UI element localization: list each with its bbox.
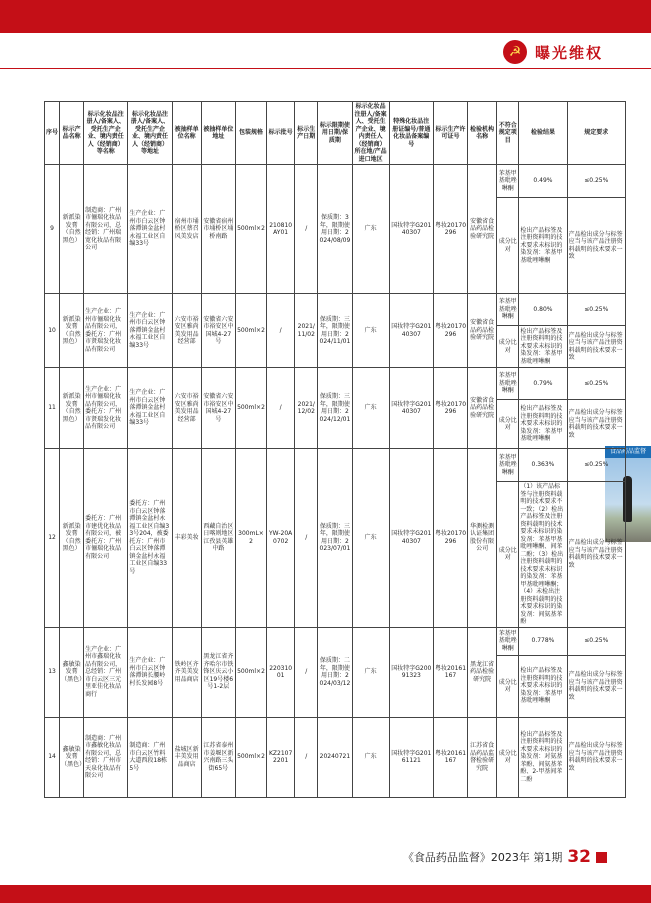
column-title: 曝光维权 [534, 43, 603, 62]
table-cell-prod-date: 2021/12/02 [295, 368, 318, 449]
table-cell-item1: 苯基甲基吡唑啉酮 [497, 165, 519, 198]
table-row [45, 165, 626, 198]
table-cell-req2: 产品检出成分与标签应当与该产品注册资料载明的技术要求一致 [567, 198, 625, 294]
table-cell-sampled-addr: 安徽省六安市裕安区中国城4-27号 [201, 294, 235, 368]
table-cell-req1: ≤0.25% [567, 449, 625, 482]
table-cell-lab: 江苏省食品药品监督检验研究院 [468, 717, 497, 797]
table-cell-name: 新派染发膏（自然黑色） [60, 449, 84, 628]
table-cell-result2: 检出产品标签及注册资料明的技术要求未标识的染发剂：苯基甲基吡唑啉酮 [519, 326, 567, 368]
table-cell-no: 10 [45, 294, 60, 368]
table-cell-lab: 安徽省食品药品检验研究院 [468, 165, 497, 294]
header-cell: 不符合规定项目 [497, 102, 519, 165]
table-cell-company: 生产企业：广州市俪瑞化妆品有限公司，委托方：广州市贤瑞发化妆品有限公司 [84, 368, 128, 449]
table-cell-no: 12 [45, 449, 60, 628]
column-header [503, 40, 603, 64]
table-cell-req2: 产品检出成分与标签应当与该产品注册资料载明的技术要求一致 [567, 655, 625, 717]
publication-name: 《食品药品监督》2023年 第1期 [402, 851, 563, 864]
table-cell-company: 生产企业：广州市鑫瑞化妆品有限公司，总经销：广州市白云区三元里亚佳化妆品商行 [84, 627, 128, 717]
table-cell-batch: KZ21072201 [267, 717, 295, 797]
table-cell-item1: 苯基甲基吡唑啉酮 [497, 294, 519, 326]
table-header-row [45, 102, 626, 165]
header-cell: 标示批号 [267, 102, 295, 165]
inspection-table [44, 101, 626, 798]
bottom-color-bar [0, 885, 651, 903]
table-cell-sampled-addr: 江苏省泰州市姜堰区新兴南路三头街65号 [201, 717, 235, 797]
table-cell-region: 广东 [352, 165, 389, 294]
table-cell-result1: 0.778% [519, 627, 567, 655]
table-cell-license: 粤妆20170296 [433, 294, 467, 368]
table-cell-name: 鑫敏染发膏（黑色） [60, 717, 84, 797]
table-cell-req2: 产品检出成分与标签应当与该产品注册资料载明的技术要求一致 [567, 482, 625, 628]
table-cell-item2: 成分比对 [497, 717, 519, 797]
table-cell-batch: YW-20A0702 [267, 449, 295, 628]
table-cell-item2: 成分比对 [497, 655, 519, 717]
table-cell-sampled-unit: 盐城区新丰美发用品商店 [172, 717, 201, 797]
table-cell-reg-no: 国妆特字G20140307 [389, 368, 433, 449]
table-cell-sampled-addr: 安徽省宿州市埇桥区埇桥南路 [201, 165, 235, 294]
table-cell-expiry: 保质期：3年，限期使用日期：2024/08/09 [318, 165, 352, 294]
table-cell-lab: 黑龙江省药品检验研究院 [468, 627, 497, 717]
table-cell-result1: 0.363% [519, 449, 567, 482]
table-cell-name: 新派染发膏（自然黑色） [60, 368, 84, 449]
table-cell-spec: 300mL×2 [235, 449, 266, 628]
table-cell-no: 9 [45, 165, 60, 294]
table-row [45, 627, 626, 655]
header-cell: 标示化妆品注册人/备案人、受托生产企业、境内责任人（经销商）等名称 [84, 102, 128, 165]
table-cell-reg-no: 国妆特字G20140307 [389, 449, 433, 628]
table-cell-company: 制造商：广州市俪瑞化妆品有限公司，总经销：广州瑞宽化妆品有限公司 [84, 165, 128, 294]
header-cell: 标示化妆品注册人/备案人、受托生产企业、境内责任人（经销商）等地址 [128, 102, 172, 165]
table-cell-address: 生产企业：广州市白云区钟落潭镇长腰岭村长发园8号 [128, 627, 172, 717]
table-cell-address: 生产企业：广州市白云区钟落潭镇金盆村永福工业区自编33号 [128, 165, 172, 294]
table-cell-sampled-unit: 六安市裕安区雅尚美发用品经营部 [172, 368, 201, 449]
table-cell-expiry: 保质期：三年，限期使用日期：2023/07/01 [318, 449, 352, 628]
table-cell-sampled-unit: 丰彩美妆 [172, 449, 201, 628]
table-cell-company: 制造商：广州市鑫敏化妆品有限公司，总经销：广州市天泉化妆品有限公司 [84, 717, 128, 797]
footer-square-mark [596, 852, 607, 863]
party-emblem-icon: ☭ [503, 40, 527, 64]
header-cell: 包装规格 [235, 102, 266, 165]
table-cell-reg-no: 国妆特字G20140307 [389, 294, 433, 368]
table-cell-item2: 成分比对 [497, 400, 519, 449]
table-cell-address: 委托方：广州市白云区钟落潭镇金盆村永福工业区自编33号204，被委托方：广州市白云区钟落潭镇金盆村永福工业区自编33号 [128, 449, 172, 628]
table-cell-spec: 500ml×2 [235, 717, 266, 797]
table-cell-result2: 检出产品标签及注册资料明的技术要求未标识的染发剂：对氨基苯酚、间氨基苯酚、2-甲基间苯二酚 [519, 717, 567, 797]
table-cell-address: 生产企业：广州市白云区钟落潭镇金盆村永福工业区自编33号 [128, 294, 172, 368]
table-cell-region: 广东 [352, 717, 389, 797]
table-cell-lab: 安徽省食品药品检验研究院 [468, 368, 497, 449]
header-cell: 规定要求 [567, 102, 625, 165]
table-cell-item2: 成分比对 [497, 482, 519, 628]
table-cell-region: 广东 [352, 449, 389, 628]
page-footer [403, 847, 607, 867]
table-cell-reg-no: 国妆特字G20140307 [389, 165, 433, 294]
table-cell-item2: 成分比对 [497, 198, 519, 294]
table-row [45, 368, 626, 400]
table-cell-lab: 华测检测认证集团股份有限公司 [468, 449, 497, 628]
table-cell-reg-no: 国妆特字G20161121 [389, 717, 433, 797]
table-cell-expiry: 保质期：二年，限期使用日期：2024/03/12 [318, 627, 352, 717]
table-row [45, 449, 626, 482]
table-cell-name: 新派染发膏（自然黑色） [60, 294, 84, 368]
table-cell-company: 生产企业：广州市俪瑞化妆品有限公司，委托方：广州市贤瑞发化妆品有限公司 [84, 294, 128, 368]
table-cell-spec: 500ml×2 [235, 294, 266, 368]
table-cell-region: 广东 [352, 627, 389, 717]
table-cell-item1: 苯基甲基吡唑啉酮 [497, 627, 519, 655]
table-cell-license: 粤妆20170296 [433, 449, 467, 628]
table-cell-batch: / [267, 368, 295, 449]
table-cell-result2: （1）该产品标签与注册资料载明的技术要求不一致；（2）检出产品标签及注册资料载明的技术要求未标识的染发剂：苯基甲基吡唑啉酮、间苯二酚；（3）检出注册资料载明的技术要求未标识的染发剂：苯基甲基吡唑啉酮；（4）未检出注册资料载明的技术要求标识的染发剂：间氨基苯酚 [519, 482, 567, 628]
table-cell-expiry: 20240721 [318, 717, 352, 797]
table-cell-result2: 检出产品标签及注册资料明的技术要求未标识的染发剂：苯基甲基吡唑啉酮 [519, 198, 567, 294]
table-cell-item2: 成分比对 [497, 326, 519, 368]
table-cell-prod-date: / [295, 165, 318, 294]
header-divider [0, 68, 651, 69]
table-cell-spec: 500ml×2 [235, 627, 266, 717]
table-cell-prod-date: 2021/11/02 [295, 294, 318, 368]
header-cell: 序号 [45, 102, 60, 165]
table-cell-expiry: 保质期：三年，限期使用日期：2024/11/01 [318, 294, 352, 368]
table-cell-req1: ≤0.25% [567, 627, 625, 655]
table-cell-req1: ≤0.25% [567, 165, 625, 198]
table-cell-result2: 检出产品标签及注册资料明的技术要求未标识的染发剂：苯基甲基吡唑啉酮 [519, 400, 567, 449]
table-cell-sampled-unit: 宿州市埇桥区蔡召风美发店 [172, 165, 201, 294]
table-cell-name: 新派染发膏（自然黑色） [60, 165, 84, 294]
side-photo-label: 食品药品监督 [605, 446, 651, 458]
table-cell-license: 粤妆20170296 [433, 165, 467, 294]
header-cell: 标示生产许可证号 [433, 102, 467, 165]
table-cell-region: 广东 [352, 368, 389, 449]
table-cell-req2: 产品检出成分与标签应当与该产品注册资料载明的技术要求一致 [567, 326, 625, 368]
table-cell-sampled-addr: 黑龙江省齐齐哈尔市铁锋区庆云小区19号楼6号1-2层 [201, 627, 235, 717]
table-cell-region: 广东 [352, 294, 389, 368]
table-cell-batch: 210810AY01 [267, 165, 295, 294]
top-color-bar [0, 0, 651, 33]
table-cell-sampled-unit: 铁岭区齐齐美美发用品商店 [172, 627, 201, 717]
table-cell-no: 11 [45, 368, 60, 449]
header-cell: 检验机构名称 [468, 102, 497, 165]
table-cell-result1: 0.79% [519, 368, 567, 400]
table-cell-spec: 500ml×2 [235, 165, 266, 294]
table-cell-address: 生产企业：广州市白云区钟落潭镇金盆村永福工业区自编33号 [128, 368, 172, 449]
header-cell: 标示限期使用日期/保质期 [318, 102, 352, 165]
header-cell: 标示生产日期 [295, 102, 318, 165]
header-cell: 标示产品名称 [60, 102, 84, 165]
table-cell-company: 委托方：广州市建优化妆品有限公司，被委托方：广州市俪瑞化妆品有限公司 [84, 449, 128, 628]
table-cell-batch: / [267, 294, 295, 368]
table-row [45, 717, 626, 797]
table-cell-prod-date: / [295, 627, 318, 717]
table-cell-req1: ≤0.25% [567, 294, 625, 326]
table-cell-sampled-addr: 西藏自治区日喀则地区江孜县英雄中路 [201, 449, 235, 628]
table-cell-sampled-unit: 六安市裕安区雅尚美发用品经营部 [172, 294, 201, 368]
table-cell-expiry: 保质期：三年，限期使用日期：2024/12/01 [318, 368, 352, 449]
header-cell: 检验结果 [519, 102, 567, 165]
table-cell-spec: 500ml×2 [235, 368, 266, 449]
table-cell-no: 14 [45, 717, 60, 797]
table-cell-req2: 产品检出成分与标签应当与该产品注册资料载明的技术要求一致 [567, 717, 625, 797]
page-number: 32 [567, 847, 591, 867]
header-cell: 特殊化妆品注册证编号/普通化妆品备案编号 [389, 102, 433, 165]
table-cell-license: 粤妆20161167 [433, 627, 467, 717]
header-cell: 被抽样单位地址 [201, 102, 235, 165]
table-cell-item1: 苯基甲基吡唑啉酮 [497, 449, 519, 482]
table-cell-sampled-addr: 安徽省六安市裕安区中国城4-27号 [201, 368, 235, 449]
table-cell-name: 鑫敏染发膏（黑色） [60, 627, 84, 717]
table-row [45, 294, 626, 326]
table-cell-result2: 检出产品标签及注册资料明的技术要求未标识的染发剂：苯基甲基吡唑啉酮 [519, 655, 567, 717]
table-cell-license: 粤妆20170296 [433, 368, 467, 449]
table-cell-req2: 产品检出成分与标签应当与该产品注册资料载明的技术要求一致 [567, 400, 625, 449]
table-cell-lab: 安徽省食品药品检验研究院 [468, 294, 497, 368]
header-cell: 标示化妆品注册人/备案人、受托生产企业、境内责任人（经销商）所在地/产品进口地区 [352, 102, 389, 165]
table-cell-req1: ≤0.25% [567, 368, 625, 400]
table-cell-reg-no: 国妆特字G20091323 [389, 627, 433, 717]
table-cell-batch: 22031001 [267, 627, 295, 717]
table-cell-item1: 苯基甲基吡唑啉酮 [497, 368, 519, 400]
table-cell-address: 制造商：广州市白云区竹料大道西段18栋5号 [128, 717, 172, 797]
table-cell-no: 13 [45, 627, 60, 717]
table-cell-prod-date: / [295, 717, 318, 797]
table-cell-license: 粤妆20161167 [433, 717, 467, 797]
table-cell-prod-date: / [295, 449, 318, 628]
header-cell: 被抽样单位名称 [172, 102, 201, 165]
table-cell-result1: 0.80% [519, 294, 567, 326]
table-cell-result1: 0.49% [519, 165, 567, 198]
